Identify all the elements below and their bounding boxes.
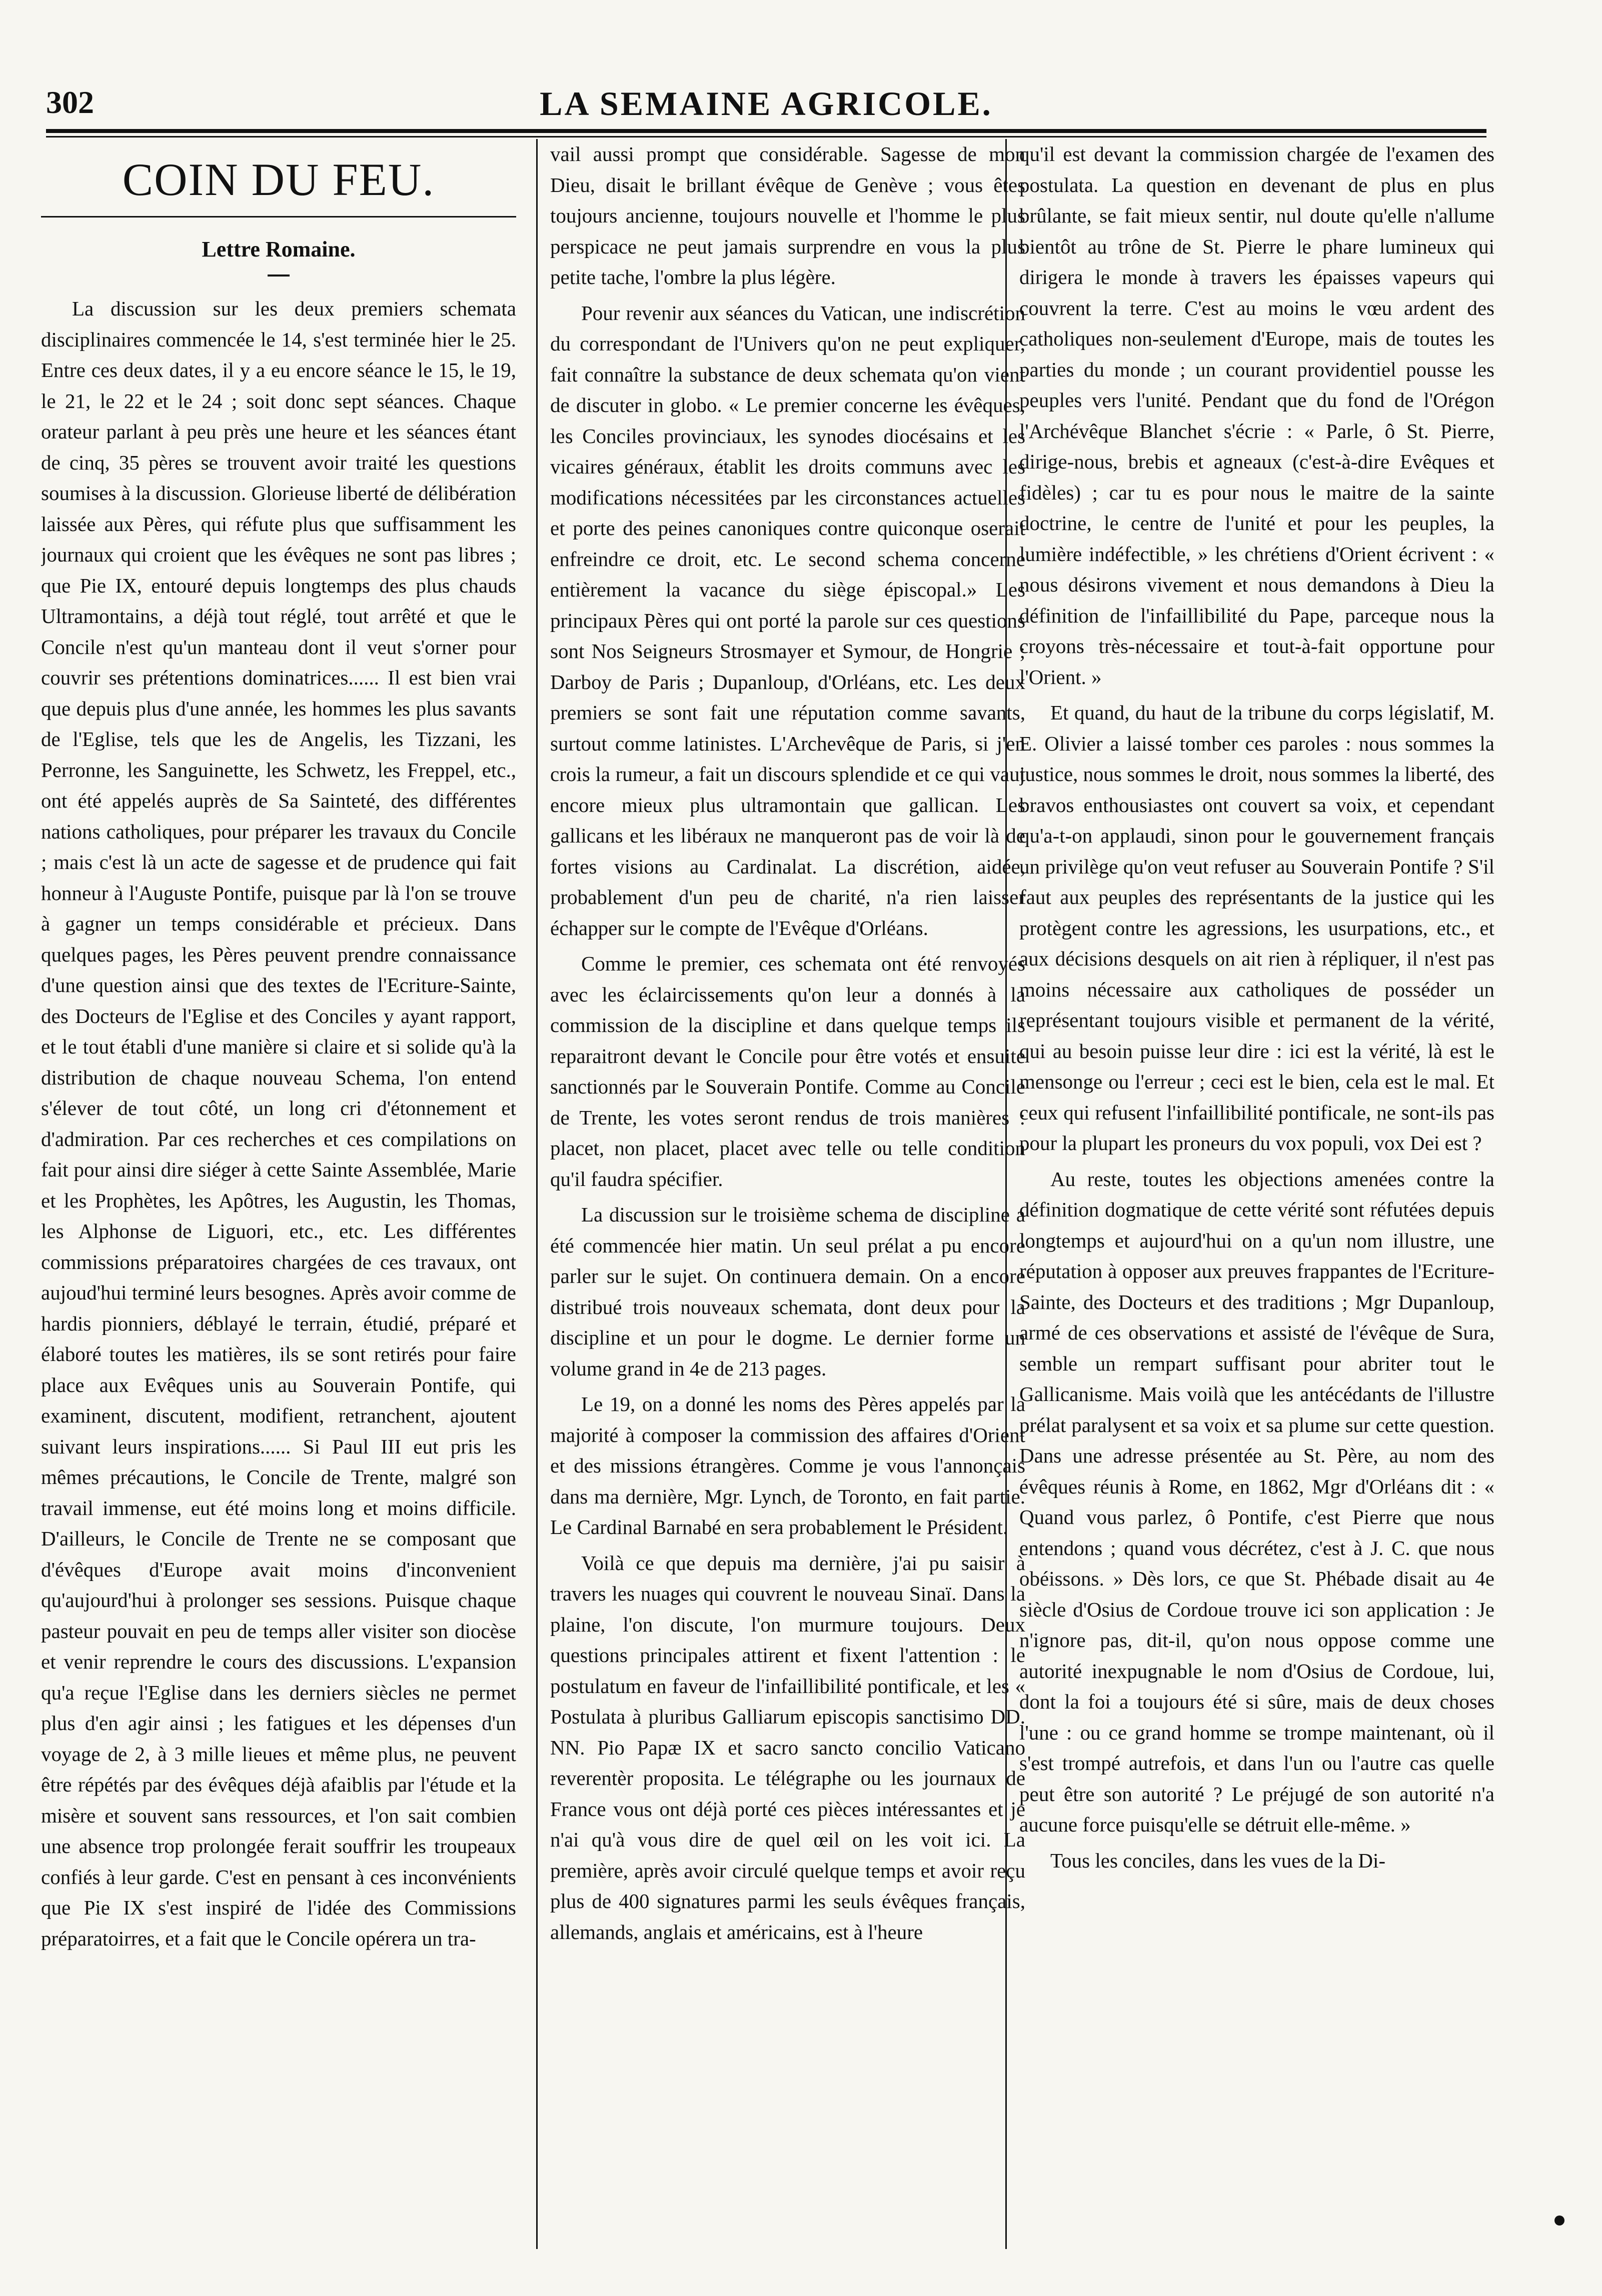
journal-title: LA SEMAINE AGRICOLE. [540, 84, 993, 122]
column-1 [41, 139, 516, 2259]
header-rule [46, 129, 1486, 138]
paragraph: Tous les conciles, dans les vues de la Di- [1050, 1848, 1386, 1872]
column-2 [550, 139, 1025, 2259]
page-number: 302 [46, 84, 94, 120]
paragraph: vail aussi prompt que considérable. Sagesse de mon Dieu, disait le brillant évêque de Genève ; vous êtes toujours ancienne, toujours nouvelle et l'homme le plus perspicace ne peut jamais surprendre en vous la plus petite tache, l'ombre la plus légère. [550, 142, 1025, 288]
article-subtitle: Lettre Romaine. [202, 237, 356, 262]
page-header [46, 84, 1486, 124]
section-title: COIN DU FEU. [122, 154, 435, 205]
margin-dot [1554, 2216, 1564, 2226]
subtitle-dash [268, 274, 290, 276]
column-divider [536, 139, 538, 2249]
paragraph: Comme le premier, ces schemata ont été renvoyés avec les éclaircissements qu'on leur a donnés à la commission de la discipline et dans quelque temps ils reparaitront devant le Concile pour être votés et ensuite sanctionnés par le Souverain Pontife. Comme au Concile de Trente, les votes seront rendus de trois manières : placet, non placet, placet avec telle ou telle condition qu'il faudra spécifier. [550, 952, 1025, 1190]
title-rule [41, 216, 516, 218]
paragraph: qu'il est devant la commission chargée de l'examen des postulata. La question en devenant de plus en plus brûlante, se fait mieux sentir, nul doute qu'elle n'allume bientôt au trône de St. Pierre le phare lumineux qui dirigera le monde à travers les épaisses vapeurs qui couvrent la terre. C'est au moins le vœu ardent des catholiques non-seulement d'Europe, mais de toutes les parties du monde ; un courant providentiel pousse les peuples vers l'unité. Pendant que du fond de l'Orégon l'Archévêque Blanchet s'écrie : « Parle, ô St. Pierre, dirige-nous, brebis et agneaux (c'est-à-dire Evêques et fidèles) ; car tu es pour nous le maitre de la sainte doctrine, le centre de l'unité et pour les peuples, la lumière indéfectible, » les chrétiens d'Orient écrivent : « nous désirons vivement et nous demandons à Dieu la définition de l'infaillibilité du Pape, parceque nous la croyons très-nécessaire et tout-à-fait opportune pour l'Orient. » [1019, 142, 1494, 688]
paragraph: Au reste, toutes les objections amenées contre la définition dogmatique de cette vérité sont réfutées depuis longtemps et aujourd'hui on a qu'un nom illustre, une réputation à opposer aux preuves frappantes de l'Ecriture-Sainte, des Docteurs et des traditions ; Mgr Dupanloup, armé de ces observations et assisté de l'évêque de Sura, semble un rempart suffisant pour abriter tout le Gallicanisme. Mais voilà que les antécédants de l'illustre prélat paralysent et sa voix et sa plume sur cette question. Dans une adresse présentée au St. Père, au nom des évêques réunis à Rome, en 1862, Mgr d'Orléans dit : « Quand vous parlez, ô Pontife, c'est Pierre que nous entendons ; quand vous décrétez, c'est à J. C. que nous obéissons. » Dès lors, ce que St. Phébade disait au 4e siècle d'Osius de Cordoue trouve ici son application : Je n'ignore pas, dit-il, qu'on nous oppose comme une autorité inexpugnable le nom d'Osius de Cordoue, lui, dont la foi a toujours été si sûre, mais de deux choses l'une : ou ce grand homme se trompe maintenant, où il s'est trompé autrefois, et dans l'un ou l'autre cas quelle peut être son autorité ? Le préjugé de son autorité n'a aucune force puisqu'elle se détruit elle-même. » [1019, 1167, 1494, 1836]
paragraph: La discussion sur les deux premiers schemata disciplinaires commencée le 14, s'est terminée hier le 25. Entre ces deux dates, il y a eu encore séance le 15, le 19, le 21, le 22 et le 24 ; soit donc sept séances. Chaque orateur parlant à peu près une heure et les séances étant de cinq, 35 pères se trouvent avoir traité les questions soumises à la discussion. Glorieuse liberté de délibération laissée aux Pères, qui réfute plus que suffisamment les journaux qui croient que les évêques ne sont pas libres ; que Pie IX, entouré depuis longtemps des plus chauds Ultramontains, a déjà tout réglé, tout arrêté et que le Concile n'est qu'un manteau dont il veut s'orner pour couvrir ses prétentions dominatrices...... Il est bien vrai que depuis plus d'une année, les hommes les plus savants de l'Eglise, tels que les de Angelis, les Tizzani, les Perronne, les Sanguinette, les Schwetz, les Freppel, etc., ont été appelés auprès de Sa Sainteté, des différentes nations catholiques, pour préparer les travaux du Concile ; mais c'est là un acte de sagesse et de prudence qui fait honneur à l'Auguste Pontife, puisque par là l'on se trouve à gagner un temps considérable et précieux. Dans quelques pages, les Pères peuvent prendre connaissance d'une question ainsi que des textes de l'Ecriture-Sainte, des Docteurs de l'Eglise et des Conciles y ayant rapport, et le tout établi d'une manière si claire et si solide qu'à la distribution de chaque nouveau Schema, l'on entend s'élever de tout côté, un long cri d'étonnement et d'admiration. Par ces recherches et ces compilations on fait pour ainsi dire siéger à cette Sainte Assemblée, Marie et les Prophètes, les Apôtres, les Augustin, les Thomas, les Alphonse de Liguori, etc., etc. Les différentes commissions préparatoires chargées de ces travaux, ont aujoud'hui terminé leurs besognes. Après avoir comme de hardis pionniers, déblayé le terrain, étudié, préparé et élaboré toutes les matières, ils se sont retirés pour faire place aux Evêques unis au Souverain Pontife, qui examinent, discutent, modifient, retranchent, ajoutent suivant leurs inspirations...... Si Paul III eut pris les mêmes précautions, le Concile de Trente, malgré son travail immense, eut été moins long et moins difficile. D'ailleurs, le Concile de Trente ne se composant que d'évêques d'Europe avait moins d'inconvenient qu'aujourd'hui à prolonger ses sessions. Puisque chaque pasteur pouvait en peu de temps aller visiter son diocèse et venir reprendre le cours des discussions. L'expansion qu'a reçue l'Eglise dans les derniers siècles ne permet plus d'en agir ainsi ; les fatigues et les dépenses d'un voyage de 2, à 3 mille lieues et même plus, ne peuvent être répétés par des évêques déjà afaiblis par l'étude et la misère et souvent sans ressources, et l'on sait combien une absence trop prolongée ferait souffrir les troupeaux confiés à leur garde. C'est en pensant à ces inconvénients que Pie IX s'est inspiré de l'idée des Commissions préparatoirres, et a fait que le Concile opérera un tra- [41, 297, 516, 1950]
paragraph: Voilà ce que depuis ma dernière, j'ai pu saisir à travers les nuages qui couvrent le nouveau Sinaï. Dans la plaine, l'on discute, l'on murmure toujours. Deux questions principales attirent et fixent l'attention : le postulatum en faveur de l'infaillibilité pontificale, et les « Postulata à pluribus Galliarum episcopis sanctisimo DD. NN. Pio Papæ IX et sacro sancto concilio Vaticano reverentèr proposita. Le télégraphe ou les journaux de France vous ont déjà porté ces pièces intéressantes et je n'ai qu'à vous dire de quel œil on les voit ici. La première, après avoir circulé quelque temps et avoir reçu plus de 400 signatures parmi les seuls évêques français, allemands, anglais et américains, est à l'heure [550, 1551, 1025, 1944]
paragraph: Et quand, du haut de la tribune du corps législatif, M. E. Olivier a laissé tomber ces paroles : nous sommes la justice, nous sommes le droit, nous sommes la liberté, des bravos enthousiastes ont couvert sa voix, et cependant qu'a-t-on applaudi, sinon pour le gouvernement français un privilège qu'on veut refuser au Souverain Pontife ? S'il faut aux peuples des représentants de la justice qui les protègent contre les agressions, les usurpations, etc., et aux décisions desquels on ait rien à répliquer, il n'est pas moins nécessaire aux catholiques de posséder un représentant toujours visible et permanent de la vérité, qui au besoin puisse leur dire : ici est la vérité, là est le mensonge ou l'erreur ; ceci est le bien, cela est le mal. Et ceux qui refusent l'infaillibilité pontificale, ne sont-ils pas pour la plupart les proneurs du vox populi, vox Dei est ? [1019, 701, 1494, 1154]
column-3 [1019, 139, 1494, 2259]
paragraph: Le 19, on a donné les noms des Pères appelés par la majorité à composer la commission des affaires d'Orient et des missions étrangères. Comme je vous l'annonçais dans ma dernière, Mgr. Lynch, de Toronto, en fait partie. Le Cardinal Barnabé en sera probablement le Président. [550, 1392, 1025, 1538]
paragraph: Pour revenir aux séances du Vatican, une indiscrétion du correspondant de l'Univers qu'on ne peut expliquer, fait connaître la substance de deux schemata qu'on vient de discuter in globo. « Le premier concerne les évêques, les Conciles provinciaux, les synodes diocésains et les vicaires généraux, établit les droits communs avec les modifications nécessitées par les circonstances actuelles et porte des peines canoniques contre quiconque oserait enfreindre ce droit, etc. Le second schema concerne entièrement la vacance du siège épiscopal.» Les principaux Pères qui ont porté la parole sur ces questions sont Nos Seigneurs Strosmayer et Symour, de Hongrie ; Darboy de Paris ; Dupanloup, d'Orléans, etc. Les deux premiers se sont fait une réputation comme savants, surtout comme latinistes. L'Archevêque de Paris, si j'en crois la rumeur, a fait un discours splendide et ce qui vaut encore mieux plus ultramontain que gallican. Les gallicans et les libéraux ne manqueront pas de voir là de fortes visions au Cardinalat. La discrétion, aidée, probablement d'un peu de charité, n'a rien laisser échapper sur le compte de l'Evêque d'Orléans. [550, 301, 1025, 940]
paragraph: La discussion sur le troisième schema de discipline a été commencée hier matin. Un seul prélat a pu encore parler sur le sujet. On continuera demain. On a encore distribué trois nouveaux schemata, dont deux pour la discipline et un pour le dogme. Le dernier forme un volume grand in 4e de 213 pages. [550, 1203, 1025, 1380]
